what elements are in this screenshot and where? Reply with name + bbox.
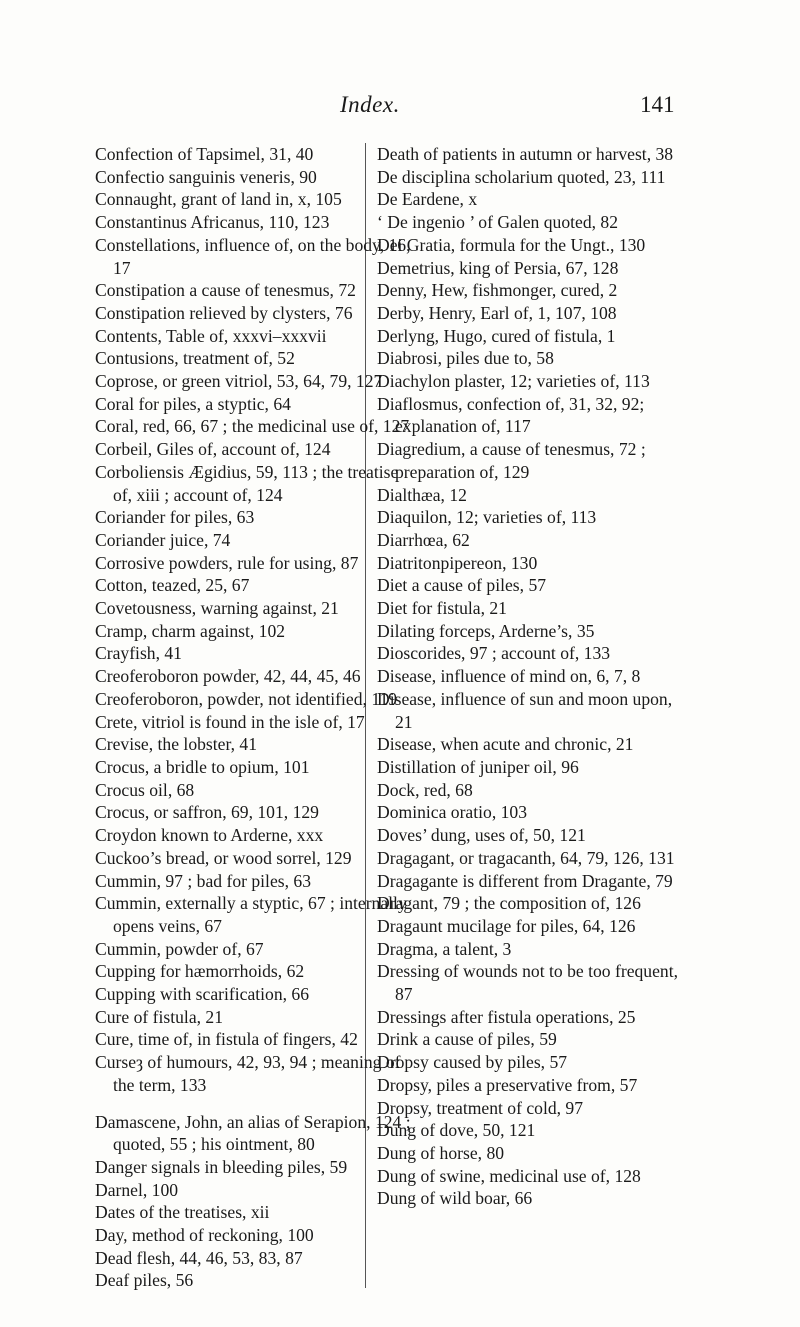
index-entry: Confectio sanguinis veneris, 90: [95, 166, 317, 187]
index-entry: Dragagante is different from Dragante, 79: [377, 870, 673, 891]
index-entry: Cuckoo’s bread, or wood sorrel, 129: [95, 847, 352, 868]
index-entry: ‘ De ingenio ’ of Galen quoted, 82: [377, 212, 619, 233]
index-entry: Diatritonpipereon, 130: [377, 552, 538, 573]
index-entry: Creoferoboron, powder, not identified, 119: [95, 688, 398, 709]
index-entry: Crevise, the lobster, 41: [95, 734, 258, 755]
index-entry: Crocus, a bridle to opium, 101: [95, 756, 310, 777]
index-entry: Dropsy, piles a preservative from, 57: [377, 1074, 638, 1095]
index-entry: Confection of Tapsimel, 31, 40: [95, 144, 314, 164]
index-column-left: [95, 143, 417, 1292]
page-number: 141: [640, 92, 675, 117]
index-entry: Darnel, 100: [95, 1179, 179, 1200]
index-entry: Dragagant, or tragacanth, 64, 79, 126, 131: [377, 847, 675, 868]
index-entry: Croydon known to Arderne, xxx: [95, 825, 324, 846]
index-entry: Cupping for hæmorrhoids, 62: [95, 961, 305, 982]
index-entry: Crocus oil, 68: [95, 779, 195, 800]
page-title: Index.: [340, 92, 400, 117]
index-entry: Cummin, externally a styptic, 67 ; internally opens veins, 67: [95, 893, 407, 936]
index-entry: Diachylon plaster, 12; varieties of, 113: [377, 371, 650, 392]
index-entry: Curseȝ of humours, 42, 93, 94 ; meaning of the term, 133: [95, 1052, 401, 1095]
index-entry: Dragaunt mucilage for piles, 64, 126: [377, 915, 636, 936]
index-entry: Creoferoboron powder, 42, 44, 45, 46: [95, 666, 361, 687]
index-column-right: [377, 143, 689, 1210]
index-entry: Contents, Table of, xxxvi–xxxvii: [95, 325, 327, 346]
index-entry: Dragma, a talent, 3: [377, 938, 512, 959]
index-entry: Cure of fistula, 21: [95, 1006, 224, 1027]
index-entry: Dead flesh, 44, 46, 53, 83, 87: [95, 1247, 303, 1268]
index-entry: Cramp, charm against, 102: [95, 620, 286, 641]
index-entry: Coprose, or green vitriol, 53, 64, 79, 127: [95, 371, 383, 392]
index-entry: Crocus, or saffron, 69, 101, 129: [95, 802, 319, 823]
index-entry: Distillation of juniper oil, 96: [377, 756, 579, 777]
index-entry: Demetrius, king of Persia, 67, 128: [377, 257, 619, 278]
index-entry: Crayfish, 41: [95, 643, 182, 664]
section-gap: [95, 1097, 417, 1111]
index-entry: Dominica oratio, 103: [377, 802, 528, 823]
index-entry: De Eardene, x: [377, 189, 478, 210]
index-entry: Crete, vitriol is found in the isle of, 17: [95, 711, 365, 732]
index-entry: Constipation relieved by clysters, 76: [95, 302, 353, 323]
index-entry: Diagredium, a cause of tenesmus, 72 ; preparation of, 129: [377, 439, 646, 482]
index-entry: Dung of swine, medicinal use of, 128: [377, 1165, 641, 1186]
index-entry: Deaf piles, 56: [95, 1270, 194, 1291]
index-entry: Constipation a cause of tenesmus, 72: [95, 280, 356, 301]
index-entry: Coral for piles, a styptic, 64: [95, 393, 291, 414]
page-header: [0, 92, 800, 132]
index-entry: Derby, Henry, Earl of, 1, 107, 108: [377, 302, 617, 323]
index-entry: Cupping with scarification, 66: [95, 984, 310, 1005]
index-entry: Dioscorides, 97 ; account of, 133: [377, 643, 611, 664]
index-entry: Constellations, influence of, on the body, 16, 17: [95, 234, 411, 278]
index-entry: Dressing of wounds not to be too frequent, 87: [377, 961, 679, 1005]
index-entry: Covetousness, warning against, 21: [95, 598, 339, 619]
index-entry: Cotton, teazed, 25, 67: [95, 575, 250, 596]
index-entry: Damascene, John, an alias of Serapion, 124 ; quoted, 55 ; his ointment, 80: [95, 1111, 411, 1155]
index-entry: Dilating forceps, Arderne’s, 35: [377, 620, 595, 641]
index-entry: Denny, Hew, fishmonger, cured, 2: [377, 280, 618, 301]
index-entry: Corbeil, Giles of, account of, 124: [95, 439, 331, 460]
index-entry: Diaflosmus, confection of, 31, 32, 92; explanation of, 117: [377, 393, 645, 437]
index-entry: Contusions, treatment of, 52: [95, 348, 295, 369]
index-entry: Dock, red, 68: [377, 779, 473, 800]
index-entry: Coral, red, 66, 67 ; the medicinal use of, 127: [95, 416, 410, 437]
index-entry: Coriander for piles, 63: [95, 507, 255, 528]
index-entry: Constantinus Africanus, 110, 123: [95, 212, 330, 233]
index-entry: Dates of the treatises, xii: [95, 1202, 270, 1223]
index-entry: Danger signals in bleeding piles, 59: [95, 1156, 348, 1177]
index-entry: Dialthæa, 12: [377, 484, 467, 505]
index-entry: Dung of wild boar, 66: [377, 1188, 533, 1209]
index-entry: Diet a cause of piles, 57: [377, 575, 547, 596]
index-entry: Corrosive powders, rule for using, 87: [95, 552, 359, 573]
index-entry: Cure, time of, in fistula of fingers, 42: [95, 1029, 358, 1050]
index-entry: Dropsy caused by piles, 57: [377, 1052, 568, 1073]
index-entry: Diabrosi, piles due to, 58: [377, 348, 554, 369]
index-entry: Dressings after fistula operations, 25: [377, 1006, 636, 1027]
index-entry: Cummin, 97 ; bad for piles, 63: [95, 870, 311, 891]
index-entry: Dropsy, treatment of cold, 97: [377, 1097, 584, 1118]
index-entry: Drink a cause of piles, 59: [377, 1029, 557, 1050]
index-entry: Dung of dove, 50, 121: [377, 1120, 536, 1141]
index-entry: Diet for fistula, 21: [377, 598, 507, 619]
index-entry: Dung of horse, 80: [377, 1142, 505, 1163]
index-entry: De disciplina scholarium quoted, 23, 111: [377, 166, 666, 187]
index-entry: Derlyng, Hugo, cured of fistula, 1: [377, 325, 616, 346]
index-entry: Dragant, 79 ; the composition of, 126: [377, 893, 641, 914]
index-entry: Diarrhœa, 62: [377, 529, 470, 550]
index-entry: Coriander juice, 74: [95, 529, 231, 550]
index-entry: Disease, influence of mind on, 6, 7, 8: [377, 666, 641, 687]
index-entry: Disease, when acute and chronic, 21: [377, 734, 634, 755]
index-entry: Disease, influence of sun and moon upon, 21: [377, 688, 673, 732]
index-entry: Connaught, grant of land in, x, 105: [95, 189, 342, 210]
index-entry: Dei Gratia, formula for the Ungt., 130: [377, 234, 646, 255]
index-entry: Death of patients in autumn or harvest, 38: [377, 144, 674, 164]
index-entry: Day, method of reckoning, 100: [95, 1225, 314, 1246]
index-entry: Corboliensis Ægidius, 59, 113 ; the treatise of, xiii ; account of, 124: [95, 461, 399, 505]
index-entry: Cummin, powder of, 67: [95, 938, 264, 959]
index-entry: Doves’ dung, uses of, 50, 121: [377, 825, 586, 846]
index-entry: Diaquilon, 12; varieties of, 113: [377, 507, 597, 528]
